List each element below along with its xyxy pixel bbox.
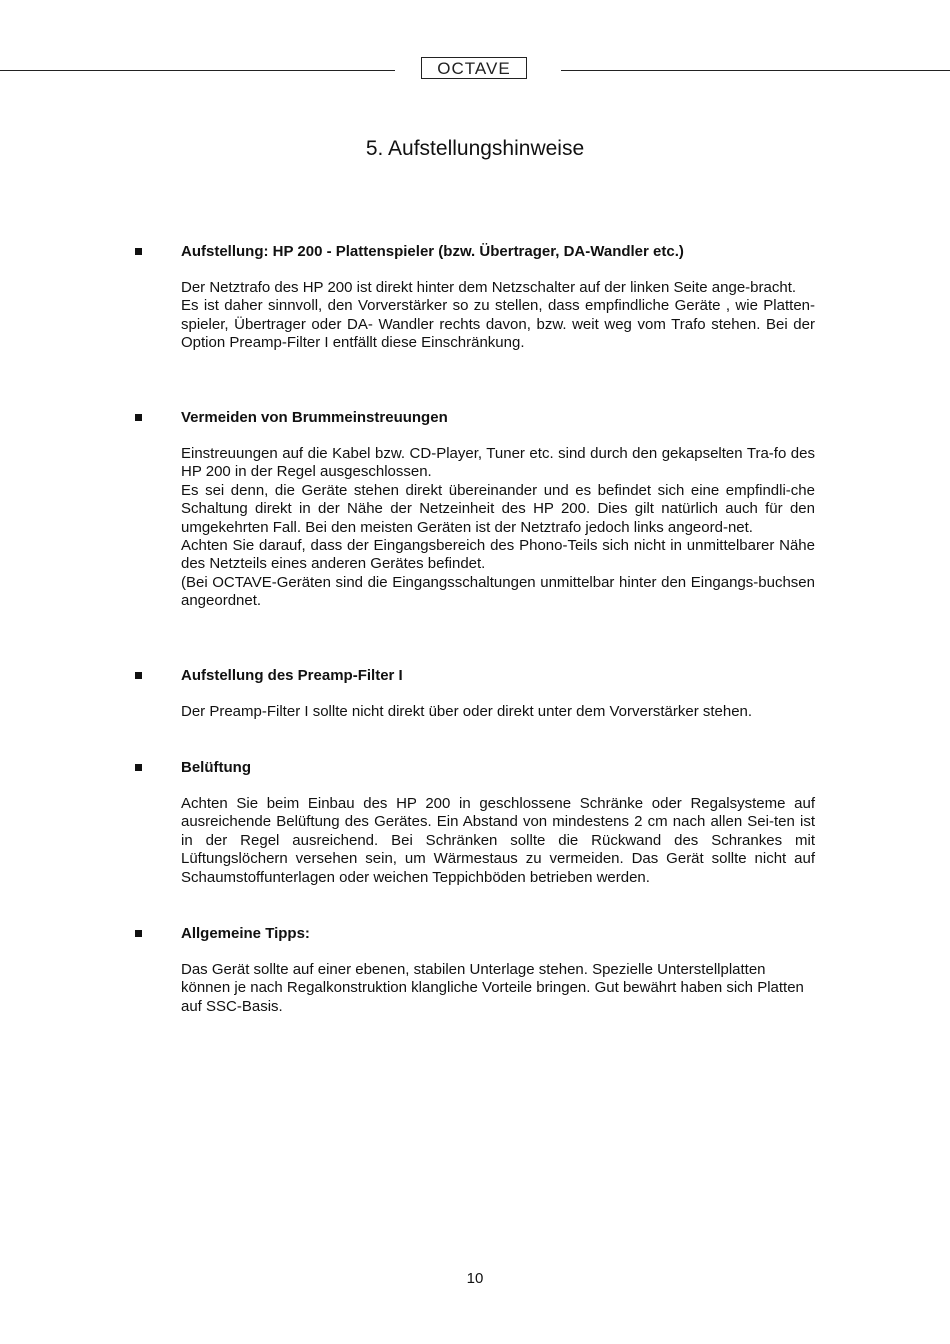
section-paragraph: [181, 703, 815, 721]
paragraph-line: (Bei OCTAVE-Geräten sind die Eingangsschaltungen unmittelbar hinter den Eingangs-buchsen angeordnet.: [181, 573, 815, 610]
header-rule-right: [561, 70, 950, 71]
bullet-square-icon: [135, 930, 142, 937]
paragraph-line: Es sei denn, die Geräte stehen direkt übereinander und es befindet sich eine empfindli-che Schaltung direkt in der Nähe der Netzeinheit des HP 200. Dies gilt natürlich auch für den umgekehrten Fall. Bei den meisten Geräten ist der Netztrafo jedoch links angeord-net.: [181, 481, 815, 536]
paragraph-line: Einstreuungen auf die Kabel bzw. CD-Player, Tuner etc. sind durch den gekapselten Tra-fo des HP 200 in der Regel ausgeschlossen.: [181, 445, 815, 481]
logo-text: OCTAVE: [437, 58, 511, 78]
section-heading: Aufstellung: HP 200 - Plattenspieler (bzw. Übertrager, DA-Wandler etc.): [181, 243, 684, 260]
paragraph-line: Der Preamp-Filter I sollte nicht direkt über oder direkt unter dem Vorverstärker stehen.: [181, 703, 753, 720]
section-heading: Aufstellung des Preamp-Filter I: [181, 667, 403, 684]
section-preamp-filter: [135, 667, 815, 721]
paragraph-line: Achten Sie darauf, dass der Eingangsbereich des Phono-Teils sich nicht in unmittelbarer Nähe des Netzteils eines anderen Gerätes befindet.: [181, 537, 815, 573]
bullet-square-icon: [135, 764, 142, 771]
section-allgemeine-tipps: [135, 925, 815, 1016]
paragraph-line: Es ist daher sinnvoll, den Vorverstärker so zu stellen, dass empfindliche Geräte , wie Platten-spieler, Übertrager oder DA- Wandler rechts davon, bzw. weit weg vom Trafo stehen. Bei der Option Preamp-Filter I entfällt diese Einschränkung.: [181, 297, 815, 352]
section-belueftung: [135, 759, 815, 887]
paragraph-line: Der Netztrafo des HP 200 ist direkt hinter dem Netzschalter auf der linken Seite ange-bracht.: [181, 279, 797, 296]
page-number: 10: [466, 1270, 484, 1287]
section-paragraph: [181, 445, 815, 611]
page-title: 5. Aufstellungshinweise: [365, 137, 585, 160]
section-paragraph: [181, 279, 815, 353]
octave-logo: [421, 57, 527, 79]
bullet-square-icon: [135, 672, 142, 679]
section-brummeinstreuungen: [135, 409, 815, 611]
paragraph-line: Das Gerät sollte auf einer ebenen, stabilen Unterlage stehen. Spezielle Unterstellplatten können je nach Regalkonstruktion klangliche Vorteile bringen. Gut bewährt haben sich Platten auf SSC-Basis.: [181, 961, 804, 1015]
section-heading: Vermeiden von Brummeinstreuungen: [181, 409, 448, 426]
paragraph-line: Achten Sie beim Einbau des HP 200 in geschlossene Schränke oder Regalsysteme auf ausreichende Belüftung des Gerätes. Ein Abstand von mindestens 2 cm nach allen Sei-ten ist in der Regel ausreichend. Bei Schränken sollte die Rückwand des Schrankes mit Lüftungslöchern versehen sein, um Wärmestaus zu vermeiden. Das Gerät sollte nicht auf Schaumstoffunterlagen oder weichen Teppichböden betrieben werden.: [181, 795, 815, 886]
bullet-square-icon: [135, 414, 142, 421]
section-heading: Belüftung: [181, 759, 251, 776]
section-heading: Allgemeine Tipps:: [181, 925, 310, 942]
section-paragraph: [181, 795, 815, 887]
section-aufstellung-plattenspieler: [135, 243, 815, 353]
header-rule-left: [0, 70, 395, 71]
bullet-square-icon: [135, 248, 142, 255]
section-paragraph: [181, 961, 815, 1016]
